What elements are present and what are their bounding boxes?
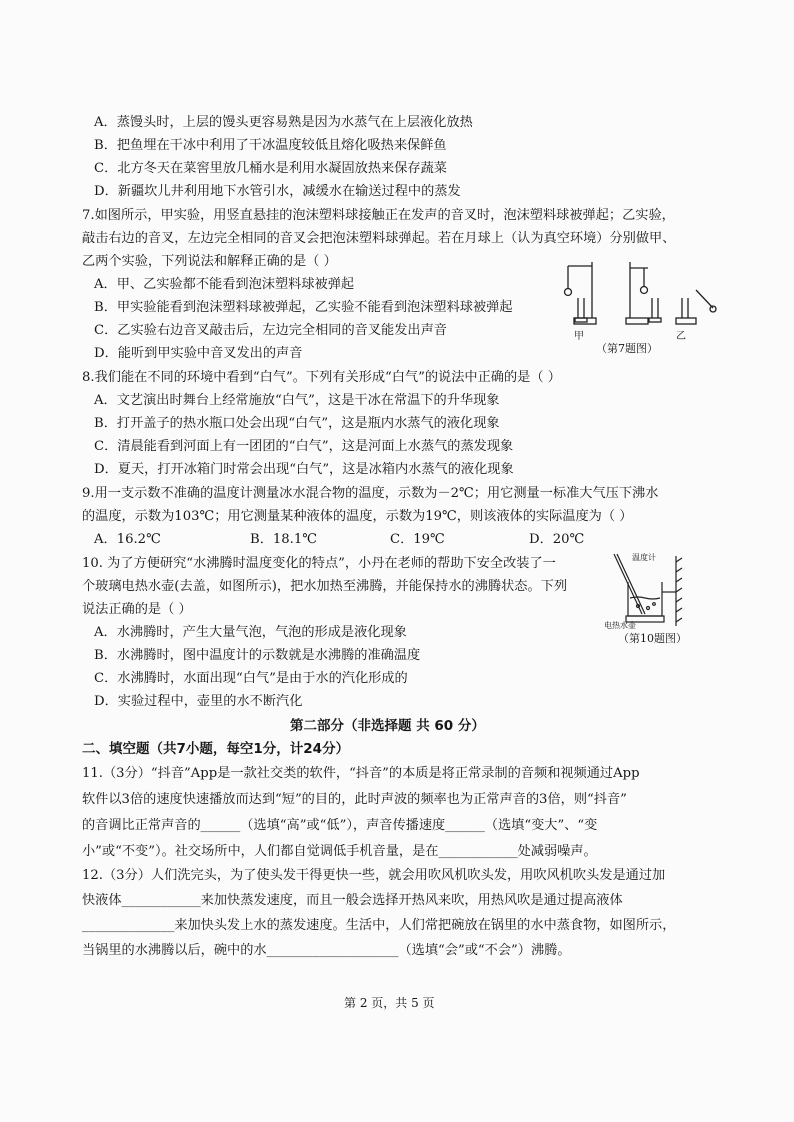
q7-tuning-fork-figure bbox=[548, 258, 718, 334]
q10-kettle-figure bbox=[608, 552, 686, 628]
section-two-heading: 二、填空题（共7小题，每空1分，计24分） bbox=[82, 741, 350, 757]
q10-option-d: D．实验过程中，壶里的水不断汽化 bbox=[94, 694, 303, 709]
q7-figure-label-yi: 乙 bbox=[676, 331, 686, 342]
q10-option-b: B．水沸腾时，图中温度计的示数就是水沸腾的准确温度 bbox=[94, 648, 421, 663]
q9-stem-line-2: 的温度，示数为103℃；用它测量某种液体的温度，示数为19℃，则该液体的实际温度为（ ） bbox=[82, 509, 633, 524]
q11-line-3: 的音调比正常声音的______（选填“高”或“低”），声音传播速度______（选填“变大”、“变 bbox=[82, 818, 598, 833]
q8-option-c: C．清晨能看到河面上有一团团的“白气”，这是河面上水蒸气的蒸发现象 bbox=[94, 439, 514, 454]
q9-option-a: A．16.2℃ bbox=[94, 532, 161, 547]
q7-option-a: A．甲、乙实验都不能看到泡沫塑料球被弹起 bbox=[94, 277, 355, 292]
q7-option-c: C．乙实验右边音叉敲击后，左边完全相同的音叉能发出声音 bbox=[94, 323, 447, 338]
q8-option-b: B．打开盖子的热水瓶口处会出现“白气”，这是瓶内水蒸气的液化现象 bbox=[94, 416, 500, 431]
part-two-heading: 第二部分（非选择题 共 60 分） bbox=[290, 718, 485, 734]
q6-option-d: D．新疆坎儿井利用地下水管引水，减缓水在输送过程中的蒸发 bbox=[94, 184, 461, 199]
q10-stem-line-3: 说法正确的是（ ） bbox=[82, 602, 192, 617]
q7-stem-line-3: 乙两个实验，下列说法和解释正确的是（ ） bbox=[82, 254, 337, 269]
q9-option-d: D．20℃ bbox=[529, 532, 585, 547]
q7-option-d: D．能听到甲实验中音叉发出的声音 bbox=[94, 346, 303, 361]
q12-line-3: ______________来加快头发上水的蒸发速度。生活中，人们常把碗放在锅里的水中蒸食物，如图所示， bbox=[82, 918, 676, 933]
q9-option-c: C．19℃ bbox=[390, 532, 445, 547]
q7-stem-line-1: 7.如图所示，甲实验，用竖直悬挂的泡沫塑料球接触正在发声的音叉时，泡沫塑料球被弹起；乙实验， bbox=[82, 208, 675, 223]
q9-stem-line-1: 9.用一支示数不准确的温度计测量冰水混合物的温度，示数为－2℃；用它测量一标准大气压下沸水 bbox=[82, 486, 659, 501]
q7-figure-label-jia: 甲 bbox=[574, 331, 584, 342]
q9-option-b: B．18.1℃ bbox=[250, 532, 317, 547]
q12-line-2: 快液体____________来加快蒸发速度，而且一般会选择开热风来吹，用热风吹是通过提高液体 bbox=[82, 893, 623, 908]
q8-option-a: A．文艺演出时舞台上经常施放“白气”，这是干冰在常温下的升华现象 bbox=[94, 393, 500, 408]
q8-option-d: D．夏天，打开冰箱门时常会出现“白气”，这是冰箱内水蒸气的液化现象 bbox=[94, 462, 514, 477]
q6-option-b: B．把鱼埋在干冰中利用了干冰温度较低且熔化吸热来保鲜鱼 bbox=[94, 138, 447, 153]
q12-line-1: 12.（3分）人们洗完头，为了使头发干得更快一些，就会用吹风机吹头发，用吹风机吹头发是通过加 bbox=[82, 868, 666, 883]
q11-line-1: 11.（3分）“抖音”App是一款社交类的软件，“抖音”的本质是将正常录制的音频和视频通过App bbox=[82, 766, 640, 781]
q10-stem-line-2: 个玻璃电热水壶(去盖，如图所示)，把水加热至沸腾，并能保持水的沸腾状态。下列 bbox=[82, 579, 568, 594]
q10-option-c: C．水沸腾时，水面出现“白气”是由于水的汽化形成的 bbox=[94, 671, 408, 686]
q10-option-a: A．水沸腾时，产生大量气泡，气泡的形成是液化现象 bbox=[94, 625, 407, 640]
q10-figure-caption: （第10题图） bbox=[618, 632, 687, 645]
q10-stem-line-1: 10. 为了方便研究“水沸腾时温度变化的特点”，小丹在老师的帮助下安全改装了一 bbox=[82, 556, 556, 571]
page-footer: 第 2 页，共 5 页 bbox=[344, 996, 435, 1010]
q11-line-4: 小”或“不变”）。社交场所中，人们都自觉调低手机音量，是在____________处减弱噪声。 bbox=[82, 844, 597, 859]
q7-figure-caption: （第7题图） bbox=[596, 342, 658, 355]
q10-figure-label-thermometer: 温度计 bbox=[632, 553, 656, 562]
q7-stem-line-2: 敲击右边的音叉，左边完全相同的音叉会把泡沫塑料球弹起。若在月球上（认为真空环境）分别做甲、 bbox=[82, 231, 676, 246]
q6-option-c: C．北方冬天在菜窖里放几桶水是利用水凝固放热来保存蔬菜 bbox=[94, 161, 447, 176]
q7-option-b: B．甲实验能看到泡沫塑料球被弹起，乙实验不能看到泡沫塑料球被弹起 bbox=[94, 300, 513, 315]
q6-option-a: A．蒸馒头时，上层的馒头更容易熟是因为水蒸气在上层液化放热 bbox=[94, 115, 473, 130]
q12-line-4: 当锅里的水沸腾以后，碗中的水____________________（选填“会”或“不会”）沸腾。 bbox=[82, 943, 571, 958]
q8-stem: 8.我们能在不同的环境中看到“白气”。下列有关形成“白气”的说法中正确的是（ ） bbox=[82, 370, 561, 385]
q11-line-2: 软件以3倍的速度快速播放而达到“短”的目的，此时声波的频率也为正常声音的3倍，则“抖音” bbox=[82, 792, 627, 807]
q10-figure-label-kettle: 电热水壶 bbox=[604, 621, 636, 630]
